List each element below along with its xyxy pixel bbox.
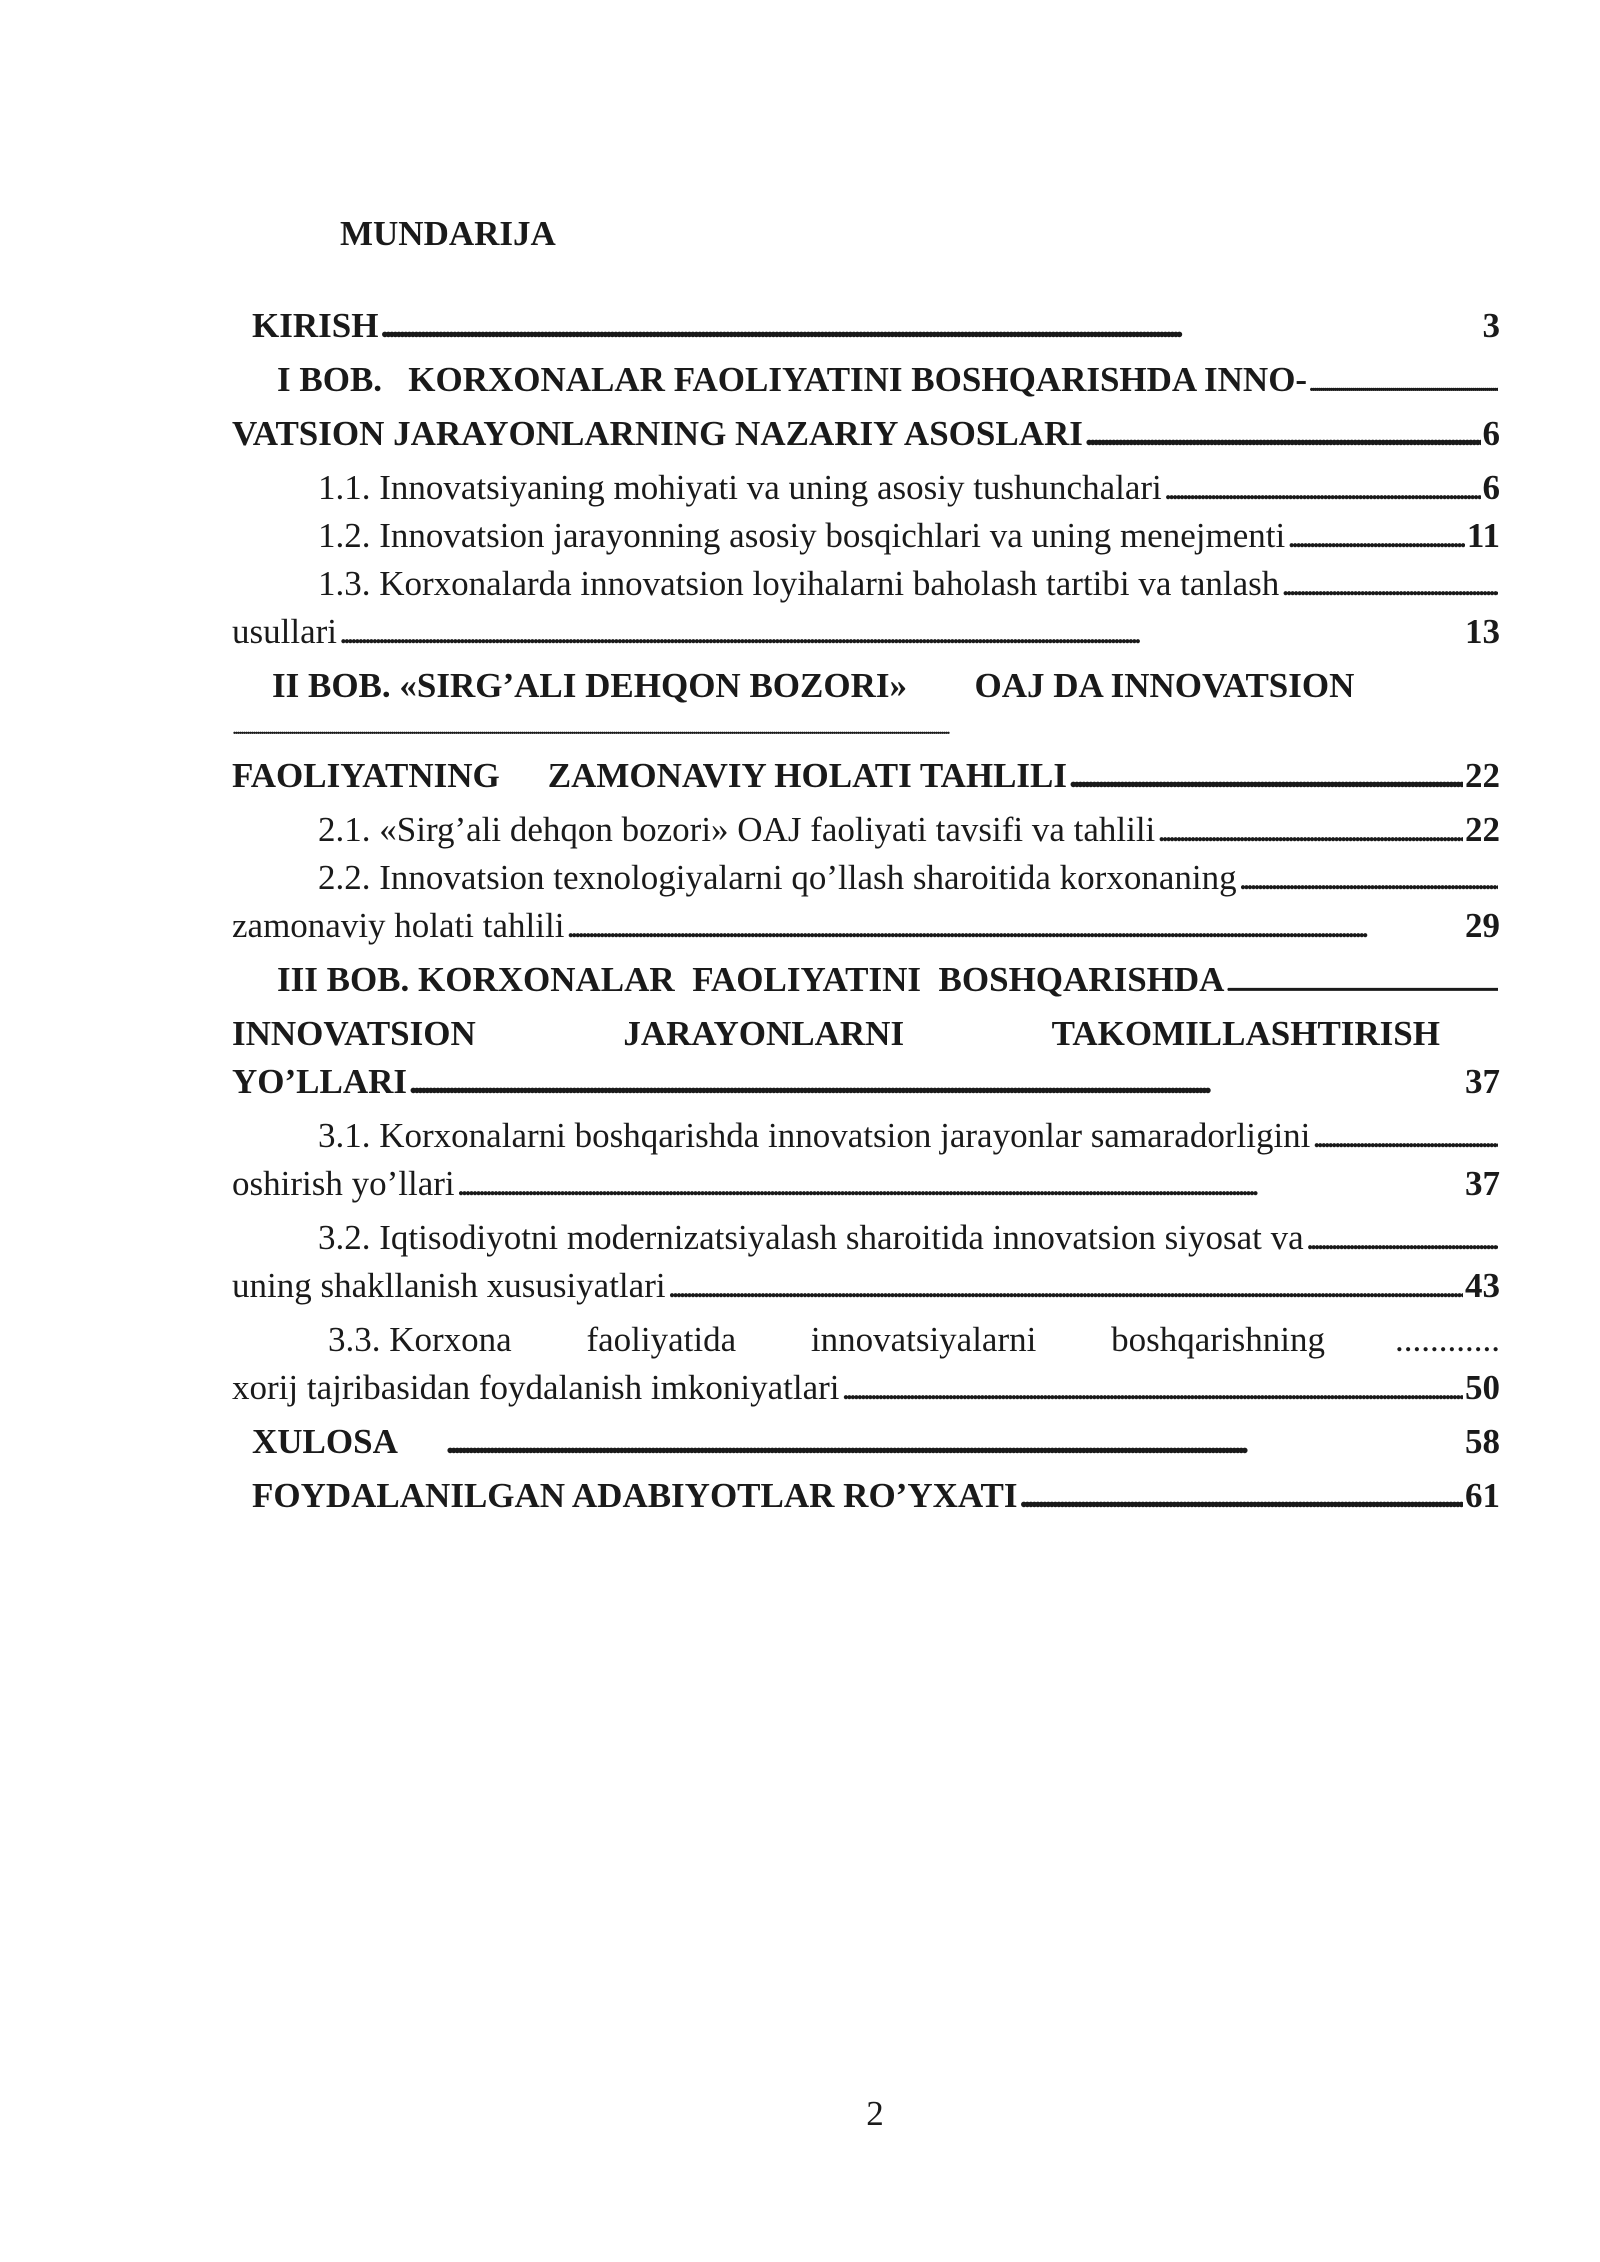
toc-page-number: 37 [1465, 1164, 1500, 1203]
toc-entry-text: innovatsiyalarni [810, 1320, 1037, 1359]
toc-entry-3-3-line1[interactable] [232, 1316, 1500, 1364]
toc-entry-bob3-line3[interactable] [232, 1058, 1500, 1106]
toc-entry-3-3-line2[interactable] [232, 1364, 1500, 1412]
toc-page-number: 43 [1465, 1266, 1500, 1305]
toc-entry-text: zamonaviy holati tahlili [232, 906, 565, 945]
leader-dots [339, 608, 1463, 656]
toc-entry-bob2-line2[interactable] [232, 752, 1500, 800]
toc-entry-text: XULOSA [252, 1422, 398, 1461]
leader-dots [446, 1418, 1463, 1466]
toc-entry-2-1[interactable] [232, 806, 1500, 854]
toc-entry-text: I BOB. KORXONALAR FAOLIYATINI BOSHQARISHDA INNO- [277, 360, 1308, 399]
leader-dots [457, 1160, 1463, 1208]
toc-entry-bob1-line1[interactable] [232, 356, 1500, 404]
leader-dots [1239, 854, 1498, 902]
toc-entry-xulosa[interactable] [232, 1418, 1500, 1466]
toc-entry-3-1-line2[interactable] [232, 1160, 1500, 1208]
toc-entry-bob3-line1[interactable] [232, 956, 1500, 1004]
toc-page-number: 58 [1465, 1422, 1500, 1461]
leader-dots: ...................................................................................................................................................................................................................................................................................................................................................................... [232, 718, 948, 738]
page-title: MUNDARIJA [340, 214, 556, 253]
leader-dots [409, 1058, 1463, 1106]
toc-page-number: 22 [1465, 756, 1500, 795]
toc-entry-text: xorij tajribasidan foydalanish imkoniyatlari [232, 1368, 840, 1407]
toc-entry-2-2-line1[interactable] [232, 854, 1500, 902]
toc-page-number: 37 [1465, 1062, 1500, 1101]
toc-entry-text: FAOLIYATNING [232, 756, 500, 795]
toc-page-number: 6 [1482, 468, 1500, 507]
leader-dots [1226, 956, 1498, 1009]
toc-entry-text: faoliyatida [586, 1320, 737, 1359]
leader-dots [842, 1364, 1464, 1412]
toc-entry-text: KIRISH [252, 306, 379, 345]
toc-entry-text: TAKOMILLASHTIRISH [1051, 1014, 1440, 1053]
toc-entry-text: 1.1. Innovatsiyaning mohiyati va uning asosiy tushunchalari [318, 468, 1162, 507]
leader-dots [1069, 752, 1463, 800]
toc-page-number: 61 [1465, 1476, 1500, 1515]
leader-dots [1164, 464, 1481, 512]
toc-entry-3-1-line1[interactable] [232, 1112, 1500, 1160]
toc-entry-text: usullari [232, 612, 337, 651]
toc-entry-text: 2.1. «Sirg’ali dehqon bozori» OAJ faoliyati tavsifi va tahlili [318, 810, 1156, 849]
leader-dots [1020, 1472, 1463, 1520]
leader-dots [1287, 512, 1465, 560]
leader-dots [668, 1262, 1463, 1310]
toc-page-number: 6 [1482, 414, 1500, 453]
leader-dots [1157, 806, 1463, 854]
toc-entry-text: YO’LLARI [232, 1062, 408, 1101]
toc-entry-text: 3.3. Korxona [328, 1320, 512, 1359]
toc-entry-text: VATSION JARAYONLARNING NAZARIY ASOSLARI [232, 414, 1083, 453]
toc-entry-text: III BOB. KORXONALAR FAOLIYATINI BOSHQARISHDA [277, 960, 1225, 999]
leader-dots [1085, 410, 1481, 458]
toc-entry-text: boshqarishning [1111, 1320, 1325, 1359]
toc-entry-text: 2.2. Innovatsion texnologiyalarni qo’llash sharoitida korxonaning [318, 858, 1237, 897]
page-number: 2 [866, 2094, 884, 2133]
toc-entry-text: 3.1. Korxonalarni boshqarishda innovatsion jarayonlar samaradorligini [318, 1116, 1311, 1155]
toc-entry-1-2[interactable] [232, 512, 1500, 560]
toc-page-number: 50 [1465, 1368, 1500, 1407]
toc-entry-text: INNOVATSION [232, 1014, 476, 1053]
leader-dots [566, 902, 1463, 950]
toc-entry-text: OAJ DA INNOVATSION [974, 666, 1355, 705]
leader-dots [1306, 1214, 1498, 1262]
leader-dots [1309, 356, 1498, 409]
toc-entry-text: 1.2. Innovatsion jarayonning asosiy bosqichlari va uning menejmenti [318, 516, 1286, 555]
toc-entry-text: oshirish yo’llari [232, 1164, 455, 1203]
toc-entry-bob2-line1[interactable] [232, 662, 1500, 710]
toc-entry-kirish[interactable] [232, 302, 1500, 350]
leader-dots: ............ [1394, 1320, 1500, 1359]
leader-dots [1281, 560, 1498, 608]
toc-entry-adabiyot[interactable] [232, 1472, 1500, 1520]
toc-entry-1-3-line2[interactable] [232, 608, 1500, 656]
toc-page-number: 3 [1482, 306, 1500, 345]
toc-entry-text: ZAMONAVIY HOLATI TAHLILI [547, 756, 1068, 795]
toc-entry-2-2-line2[interactable] [232, 902, 1500, 950]
toc-entry-text: 1.3. Korxonalarda innovatsion loyihalarni baholash tartibi va tanlash [318, 564, 1280, 603]
leader-dots [380, 302, 1480, 350]
toc-entry-text: JARAYONLARNI [623, 1014, 905, 1053]
toc-entry-3-2-line1[interactable] [232, 1214, 1500, 1262]
toc-page-number: 29 [1465, 906, 1500, 945]
toc-entry-text: 3.2. Iqtisodiyotni modernizatsiyalash sharoitida innovatsion siyosat va [318, 1218, 1304, 1257]
toc-entry-text: FOYDALANILGAN ADABIYOTLAR RO’YXATI [252, 1476, 1018, 1515]
toc-page-number: 11 [1466, 516, 1500, 555]
toc-page-number: 22 [1465, 810, 1500, 849]
toc-entry-bob3-line2[interactable] [232, 1010, 1440, 1058]
toc-entry-text: II BOB. «SIRG’ALI DEHQON BOZORI» [272, 666, 907, 705]
toc-entry-text: uning shakllanish xususiyatlari [232, 1266, 666, 1305]
toc-entry-bob1-line2[interactable] [232, 410, 1500, 458]
toc-entry-1-1[interactable] [232, 464, 1500, 512]
toc-page-number: 13 [1465, 612, 1500, 651]
leader-dots [1312, 1112, 1498, 1160]
toc-entry-3-2-line2[interactable] [232, 1262, 1500, 1310]
toc-entry-1-3-line1[interactable] [232, 560, 1500, 608]
